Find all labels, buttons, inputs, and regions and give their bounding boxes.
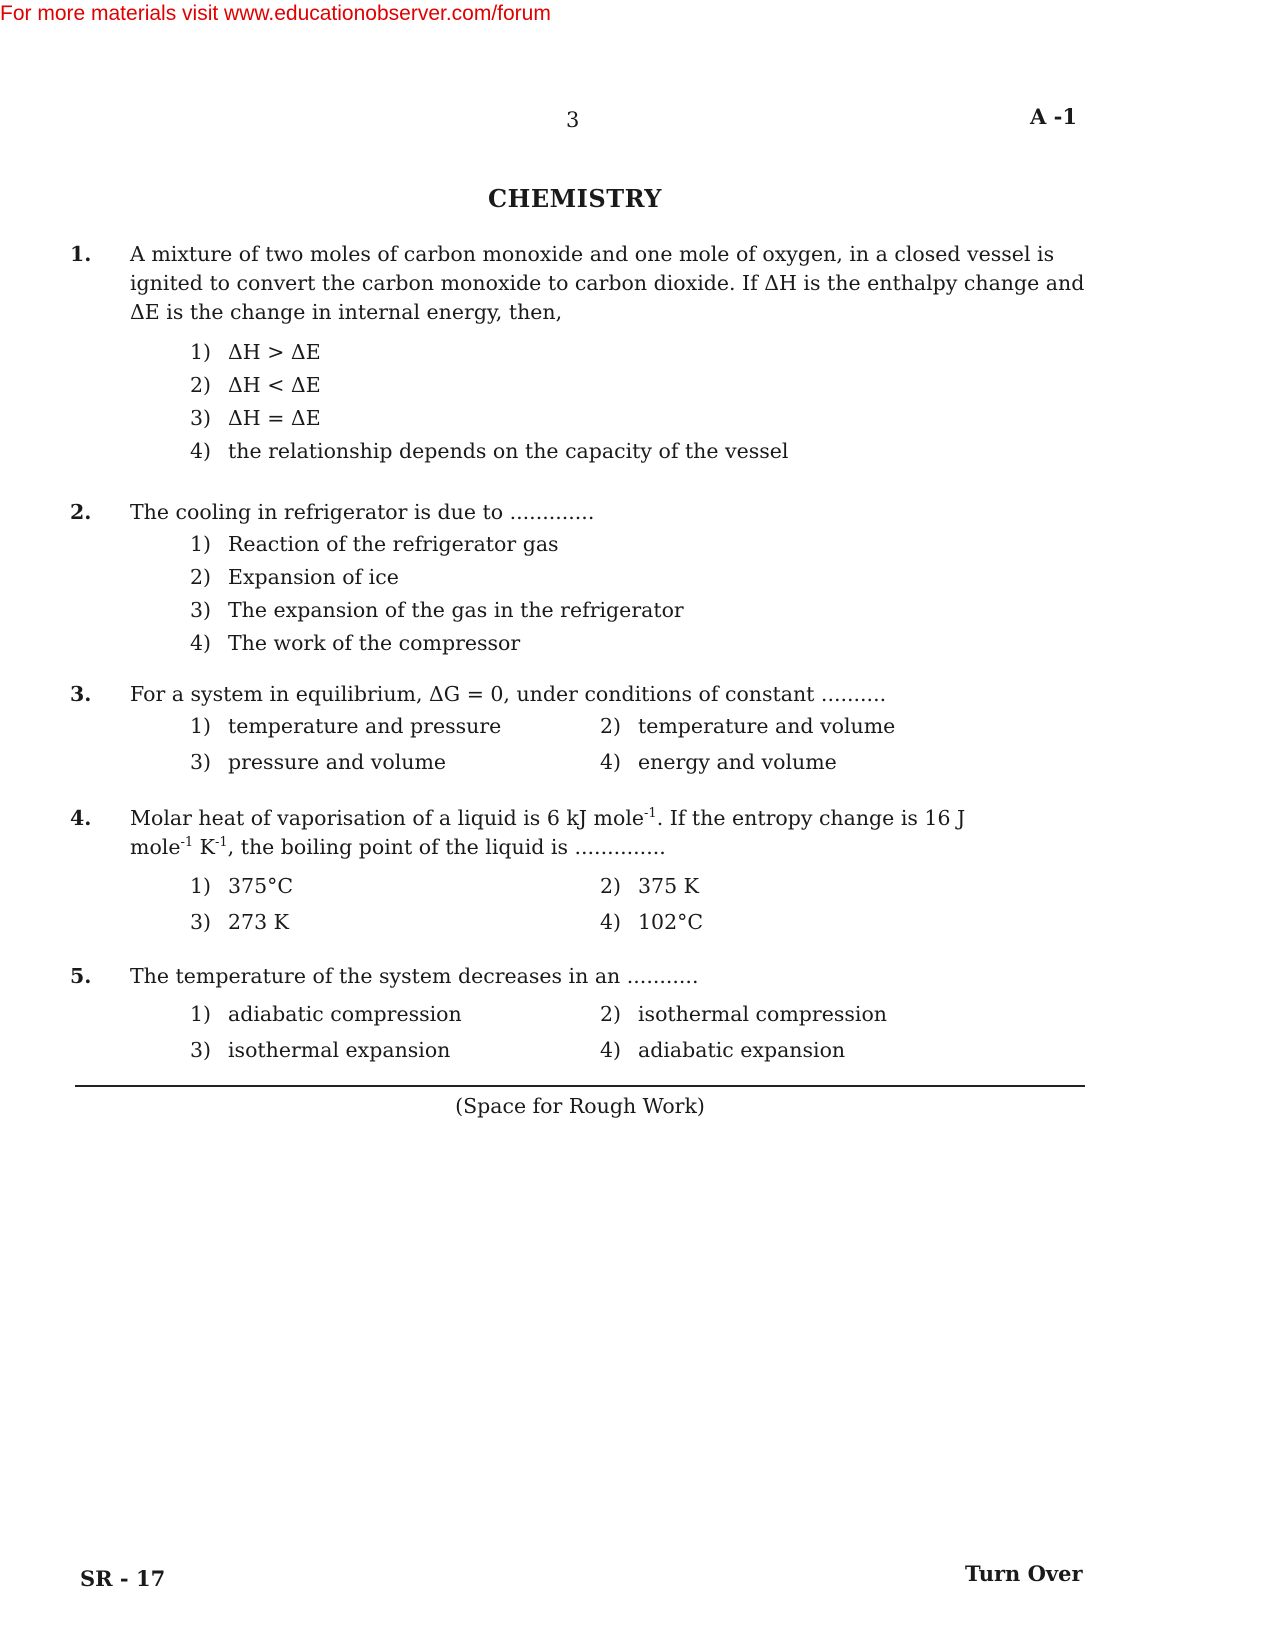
question-text: A mixture of two moles of carbon monoxide and one mole of oxygen, in a closed vessel is ignited to convert the carbon monoxide to carbon dioxide. If ΔH is the enthalpy change and ΔE is the change in internal energy, then, — [130, 242, 1085, 324]
question-number: 5. — [70, 964, 92, 988]
question-text: The temperature of the system decreases in an ........... — [130, 964, 699, 988]
rough-work-label: (Space for Rough Work) — [455, 1094, 705, 1118]
option-4: 4) energy and volume — [600, 750, 837, 774]
option-1: 1) Reaction of the refrigerator gas — [190, 532, 559, 556]
question-number: 3. — [70, 682, 92, 706]
page-number: 3 — [566, 108, 580, 132]
paper-code: A -1 — [1030, 104, 1077, 129]
option-2: 2) Expansion of ice — [190, 565, 399, 589]
option-3: 3) The expansion of the gas in the refrigerator — [190, 598, 684, 622]
option-2: 2) temperature and volume — [600, 714, 896, 738]
option-4: 4) the relationship depends on the capacity of the vessel — [190, 439, 789, 463]
question-number: 1. — [70, 242, 92, 266]
subject-title: CHEMISTRY — [488, 184, 662, 213]
option-1: 1) temperature and pressure — [190, 714, 502, 738]
rough-work-divider — [75, 1085, 1085, 1087]
question-number: 2. — [70, 500, 92, 524]
footer-code: SR - 17 — [80, 1566, 166, 1591]
option-3: 3) ΔH = ΔE — [190, 406, 321, 430]
option-4: 4) 102°C — [600, 910, 704, 934]
option-2: 2) isothermal compression — [600, 1002, 887, 1026]
option-3: 3) 273 K — [190, 910, 289, 934]
question-text: The cooling in refrigerator is due to ............. — [130, 500, 595, 524]
option-1: 1) adiabatic compression — [190, 1002, 462, 1026]
option-1: 1) ΔH > ΔE — [190, 340, 321, 364]
option-4: 4) The work of the compressor — [190, 631, 521, 655]
turn-over-label: Turn Over — [965, 1561, 1083, 1586]
source-banner: For more materials visit www.educationobserver.com/forum — [0, 2, 551, 25]
option-2: 2) ΔH < ΔE — [190, 373, 321, 397]
option-2: 2) 375 K — [600, 874, 699, 898]
option-4: 4) adiabatic expansion — [600, 1038, 846, 1062]
question-number: 4. — [70, 806, 92, 830]
option-3: 3) pressure and volume — [190, 750, 447, 774]
question-text: Molar heat of vaporisation of a liquid is 6 kJ mole$^{-1}$. If the entropy change is 16 J mole$^{-1}$ $K^{-1}$, the boiling point of the liquid is .............. — [130, 806, 966, 859]
option-1: 1) 375°C — [190, 874, 294, 898]
question-text: For a system in equilibrium, ΔG = 0, under conditions of constant .......... — [130, 682, 887, 706]
option-3: 3) isothermal expansion — [190, 1038, 451, 1062]
